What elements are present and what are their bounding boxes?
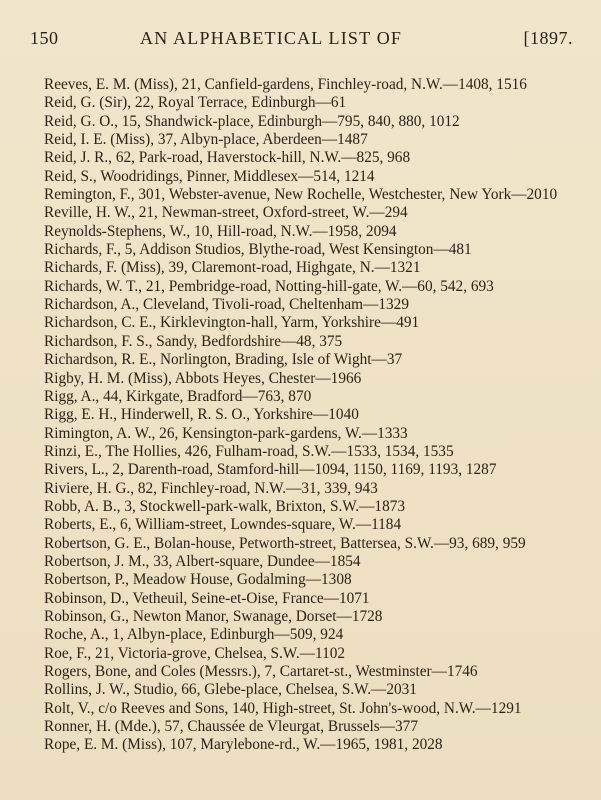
list-entry: Rolt, V., c/o Reeves and Sons, 140, High-street, St. John's-wood, N.W.—1291 <box>44 699 522 717</box>
list-entry: Robertson, P., Meadow House, Godalming—1308 <box>44 571 352 589</box>
list-entry: Reville, H. W., 21, Newman-street, Oxford-street, W.—294 <box>44 204 408 222</box>
running-year: [1897. <box>523 28 573 48</box>
list-entry: Reid, S., Woodridings, Pinner, Middlesex—514, 1214 <box>44 167 375 185</box>
list-entry: Rigg, E. H., Hinderwell, R. S. O., Yorkshire—1040 <box>44 406 359 424</box>
list-entry: Roche, A., 1, Albyn-place, Edinburgh—509, 924 <box>44 626 344 644</box>
list-entry: Richardson, C. E., Kirklevington-hall, Yarm, Yorkshire—491 <box>44 314 420 332</box>
list-entry: Richards, W. T., 21, Pembridge-road, Notting-hill-gate, W.—60, 542, 693 <box>44 277 494 295</box>
list-entry: Reid, I. E. (Miss), 37, Albyn-place, Aberdeen—1487 <box>44 131 368 149</box>
list-entry: Reeves, E. M. (Miss), 21, Canfield-gardens, Finchley-road, N.W.—1408, 1516 <box>44 76 527 93</box>
list-entry: Rivers, L., 2, Darenth-road, Stamford-hill—1094, 1150, 1169, 1193, 1287 <box>44 461 497 479</box>
list-entry: Reid, G. (Sir), 22, Royal Terrace, Edinburgh—61 <box>44 94 347 112</box>
list-entry: Robinson, G., Newton Manor, Swanage, Dorset—1728 <box>44 607 383 625</box>
list-entry: Robinson, D., Vetheuil, Seine-et-Oise, France—1071 <box>44 589 370 607</box>
list-entry: Richards, F., 5, Addison Studios, Blythe-road, West Kensington—481 <box>44 241 472 259</box>
list-entry: Richardson, A., Cleveland, Tivoli-road, Cheltenham—1329 <box>44 296 409 314</box>
list-entry: Rinzi, E., The Hollies, 426, Fulham-road, S.W.—1533, 1534, 1535 <box>44 442 454 460</box>
list-entry: Reid, G. O., 15, Shandwick-place, Edinburgh—795, 840, 880, 1012 <box>44 112 460 130</box>
list-entry: Riviere, H. G., 82, Finchley-road, N.W.—31, 339, 943 <box>44 479 378 497</box>
list-entry: Rigby, H. M. (Miss), Abbots Heyes, Chester—1966 <box>44 369 362 387</box>
list-entry: Robb, A. B., 3, Stockwell-park-walk, Brixton, S.W.—1873 <box>44 497 406 515</box>
list-entry: Roberts, E., 6, William-street, Lowndes-square, W.—1184 <box>44 516 402 534</box>
list-entry: Richardson, R. E., Norlington, Brading, Isle of Wight—37 <box>44 351 403 369</box>
list-entry: Reid, J. R., 62, Park-road, Haverstock-hill, N.W.—825, 968 <box>44 149 411 167</box>
list-entry: Rope, E. M. (Miss), 107, Marylebone-rd., W.—1965, 1981, 2028 <box>44 736 443 754</box>
list-entry: Rimington, A. W., 26, Kensington-park-gardens, W.—1333 <box>44 424 408 442</box>
list-entry: Robertson, G. E., Bolan-house, Petworth-street, Battersea, S.W.—93, 689, 959 <box>44 534 526 552</box>
list-entry: Ronner, H. (Mde.), 57, Chaussée de Vleurgat, Brussels—377 <box>44 718 418 736</box>
list-entry: Rollins, J. W., Studio, 66, Glebe-place, Chelsea, S.W.—2031 <box>44 681 417 699</box>
list-entry: Remington, F., 301, Webster-avenue, New Rochelle, Westchester, New York—2010 <box>44 186 558 204</box>
list-entry: Rigg, A., 44, Kirkgate, Bradford—763, 870 <box>44 387 312 405</box>
running-title: AN ALPHABETICAL LIST OF <box>140 28 403 48</box>
list-entry: Robertson, J. M., 33, Albert-square, Dundee—1854 <box>44 552 361 570</box>
page-number: 150 <box>30 28 59 48</box>
list-entry: Roe, F., 21, Victoria-grove, Chelsea, S.W.—1102 <box>44 644 346 662</box>
entry-list <box>44 76 574 755</box>
page-header <box>30 28 573 54</box>
list-entry: Richards, F. (Miss), 39, Claremont-road, Highgate, N.—1321 <box>44 259 421 277</box>
list-entry: Richardson, F. S., Sandy, Bedfordshire—48, 375 <box>44 332 343 350</box>
list-entry: Reynolds-Stephens, W., 10, Hill-road, N.W.—1958, 2094 <box>44 222 397 240</box>
list-entry: Rogers, Bone, and Coles (Messrs.), 7, Cartaret-st., Westminster—1746 <box>44 663 478 680</box>
